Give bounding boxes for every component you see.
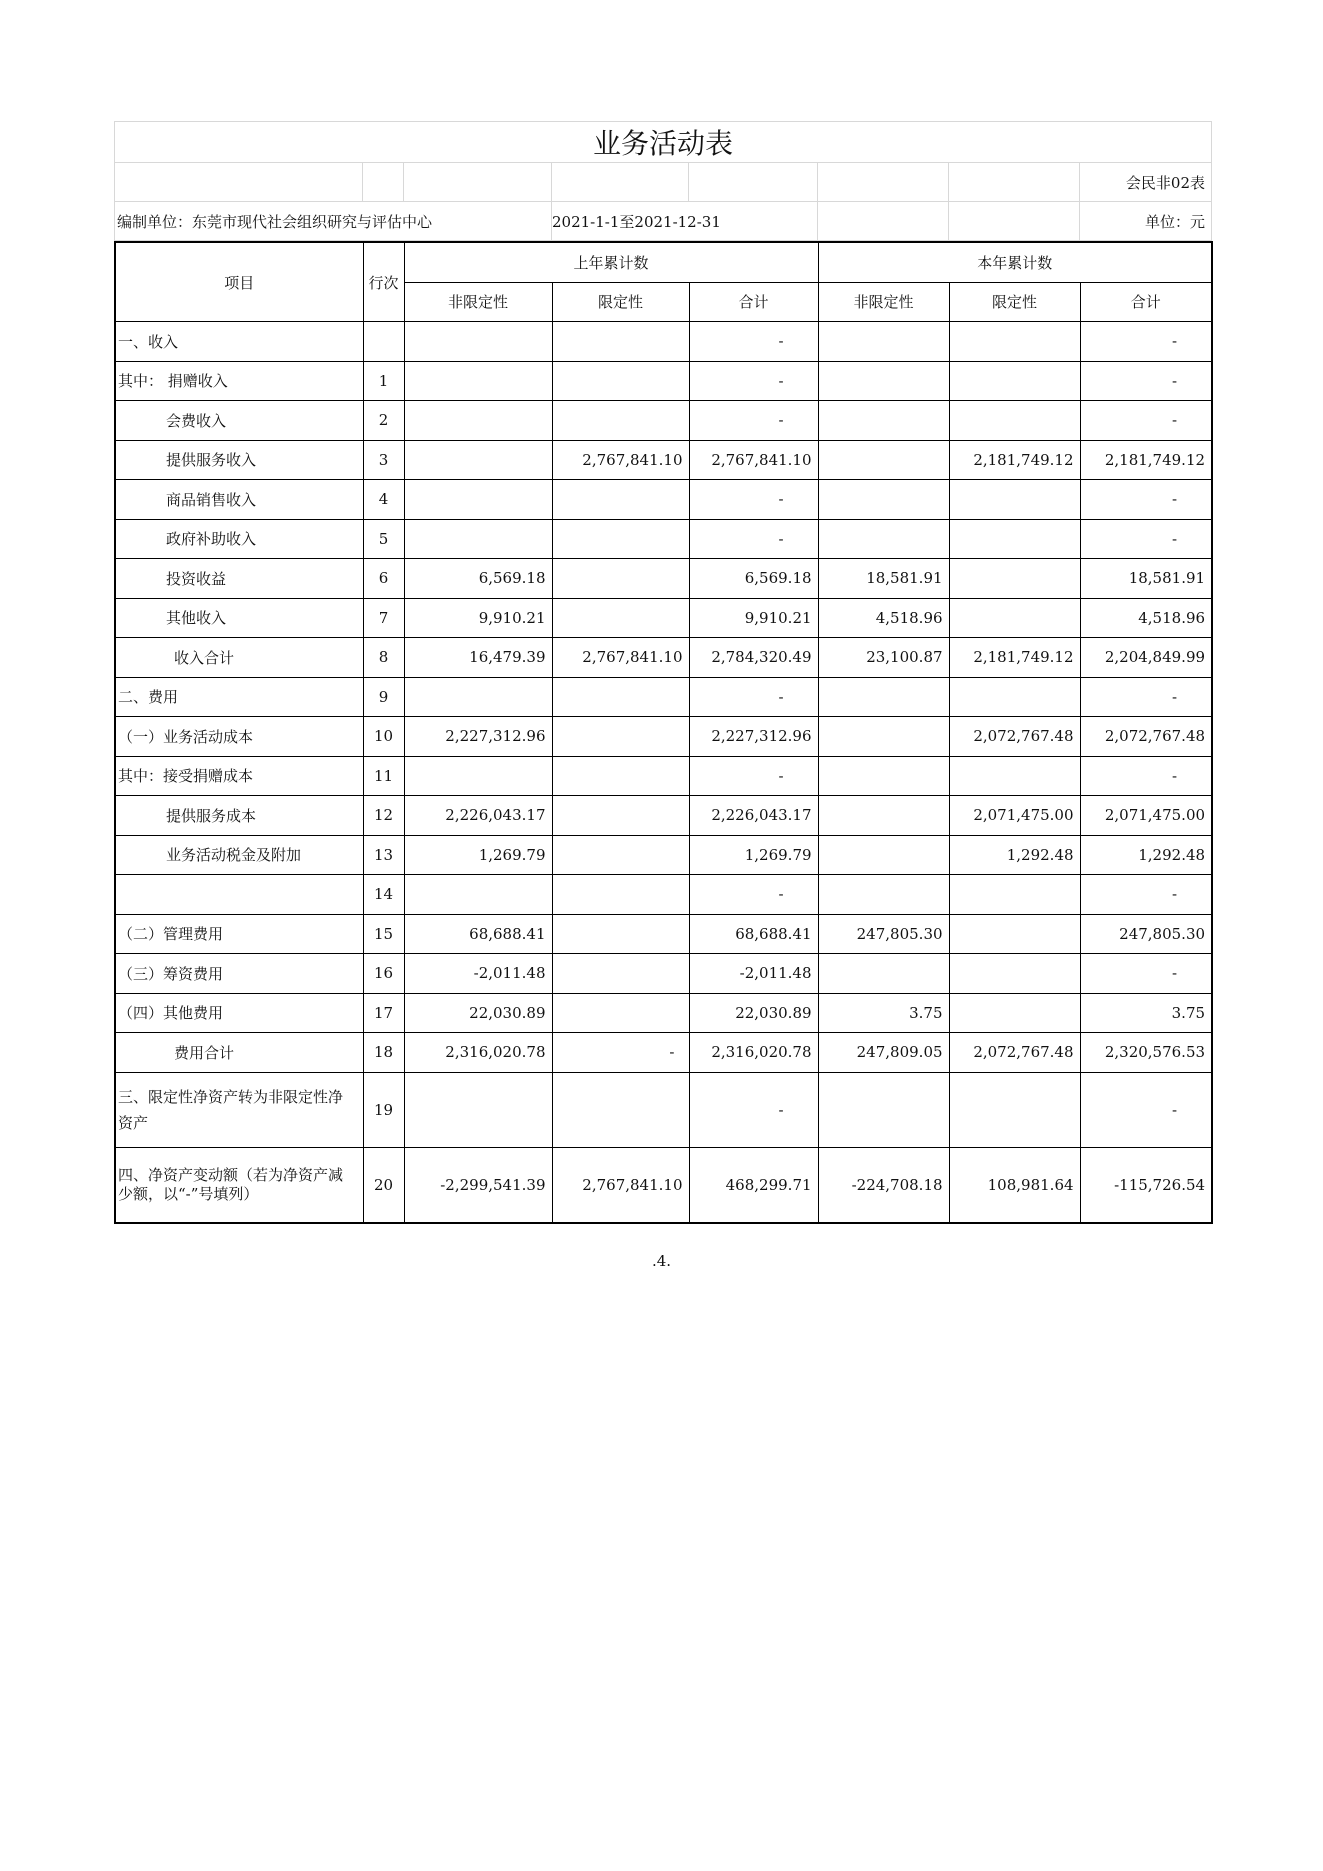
table-row (115, 519, 1212, 559)
value-cell: - (689, 1072, 818, 1147)
header-item: 项目 (115, 242, 363, 322)
value-cell: 2,316,020.78 (404, 1033, 552, 1073)
value-cell: 68,688.41 (689, 914, 818, 954)
value-cell: - (1080, 756, 1212, 796)
value-cell (552, 717, 689, 757)
report-sheet (114, 121, 1211, 1224)
row-line-number: 9 (363, 677, 404, 717)
report-title: 业务活动表 (115, 122, 1212, 163)
row-label (115, 875, 363, 915)
header-prev-total: 合计 (689, 282, 818, 322)
value-cell (552, 322, 689, 362)
row-line-number: 19 (363, 1072, 404, 1147)
value-cell: 9,910.21 (689, 598, 818, 638)
value-cell: 2,320,576.53 (1080, 1033, 1212, 1073)
row-label: （三）筹资费用 (115, 954, 363, 994)
value-cell (949, 519, 1080, 559)
value-cell: 9,910.21 (404, 598, 552, 638)
table-row (115, 875, 1212, 915)
row-line-number: 7 (363, 598, 404, 638)
value-cell (552, 559, 689, 599)
row-label: 费用合计 (115, 1033, 363, 1073)
value-cell: 2,204,849.99 (1080, 638, 1212, 678)
value-cell: 2,784,320.49 (689, 638, 818, 678)
value-cell: 6,569.18 (404, 559, 552, 599)
table-row (115, 322, 1212, 362)
value-cell (949, 559, 1080, 599)
value-cell: -2,011.48 (404, 954, 552, 994)
row-label: 政府补助收入 (115, 519, 363, 559)
value-cell: 2,181,749.12 (949, 440, 1080, 480)
value-cell: - (1080, 677, 1212, 717)
value-cell (949, 401, 1080, 441)
value-cell (949, 480, 1080, 520)
row-label: 投资收益 (115, 559, 363, 599)
value-cell (552, 914, 689, 954)
value-cell (949, 361, 1080, 401)
table-row (115, 361, 1212, 401)
value-cell: - (1080, 875, 1212, 915)
value-cell: 18,581.91 (818, 559, 949, 599)
value-cell: - (689, 677, 818, 717)
value-cell (949, 954, 1080, 994)
value-cell: 2,071,475.00 (949, 796, 1080, 836)
row-line-number: 14 (363, 875, 404, 915)
value-cell (552, 677, 689, 717)
row-line-number (363, 322, 404, 362)
value-cell (552, 361, 689, 401)
row-line-number: 10 (363, 717, 404, 757)
value-cell (818, 361, 949, 401)
row-line-number: 18 (363, 1033, 404, 1073)
header-curr-total: 合计 (1080, 282, 1212, 322)
value-cell: - (689, 756, 818, 796)
value-cell: - (689, 401, 818, 441)
value-cell: 468,299.71 (689, 1147, 818, 1223)
value-cell (818, 480, 949, 520)
table-row (115, 480, 1212, 520)
form-code: 会民非02表 (1080, 163, 1212, 202)
table-row (115, 1033, 1212, 1073)
table-row (115, 638, 1212, 678)
value-cell (949, 677, 1080, 717)
table-row (115, 598, 1212, 638)
value-cell: 247,809.05 (818, 1033, 949, 1073)
value-cell: 4,518.96 (818, 598, 949, 638)
header-curr-year: 本年累计数 (818, 242, 1212, 282)
value-cell (404, 401, 552, 441)
value-cell (818, 717, 949, 757)
value-cell: - (689, 322, 818, 362)
value-cell (818, 519, 949, 559)
row-label: （四）其他费用 (115, 993, 363, 1033)
value-cell: 2,226,043.17 (404, 796, 552, 836)
table-row (115, 717, 1212, 757)
value-cell: - (1080, 480, 1212, 520)
row-label: 三、限定性净资产转为非限定性净资产 (115, 1072, 363, 1147)
report-header-table (114, 121, 1212, 241)
value-cell (404, 361, 552, 401)
value-cell: 2,227,312.96 (689, 717, 818, 757)
value-cell: -224,708.18 (818, 1147, 949, 1223)
value-cell: - (1080, 954, 1212, 994)
header-line: 行次 (363, 242, 404, 322)
value-cell: - (1080, 401, 1212, 441)
value-cell: 1,269.79 (404, 835, 552, 875)
value-cell (818, 756, 949, 796)
row-label: 其中：接受捐赠成本 (115, 756, 363, 796)
value-cell (818, 440, 949, 480)
value-cell (552, 875, 689, 915)
row-line-number: 20 (363, 1147, 404, 1223)
value-cell (552, 480, 689, 520)
value-cell: 23,100.87 (818, 638, 949, 678)
value-cell (404, 480, 552, 520)
row-line-number: 15 (363, 914, 404, 954)
row-label: 一、收入 (115, 322, 363, 362)
value-cell (404, 1072, 552, 1147)
value-cell: - (689, 875, 818, 915)
value-cell (552, 835, 689, 875)
row-line-number: 2 (363, 401, 404, 441)
value-cell (552, 954, 689, 994)
value-cell (818, 796, 949, 836)
value-cell (818, 1072, 949, 1147)
value-cell (818, 835, 949, 875)
row-label: 四、净资产变动额（若为净资产减少额，以“-”号填列） (115, 1147, 363, 1223)
value-cell (404, 440, 552, 480)
header-curr-restricted: 限定性 (949, 282, 1080, 322)
activity-table (114, 241, 1213, 1224)
value-cell (818, 954, 949, 994)
value-cell (404, 756, 552, 796)
header-prev-restricted: 限定性 (552, 282, 689, 322)
value-cell (404, 875, 552, 915)
row-line-number: 4 (363, 480, 404, 520)
value-cell: -115,726.54 (1080, 1147, 1212, 1223)
table-row (115, 440, 1212, 480)
value-cell: 16,479.39 (404, 638, 552, 678)
table-row (115, 954, 1212, 994)
report-period: 2021-1-1至2021-12-31 (552, 202, 818, 241)
value-cell: 2,767,841.10 (552, 1147, 689, 1223)
row-label: 业务活动税金及附加 (115, 835, 363, 875)
value-cell: 2,767,841.10 (552, 440, 689, 480)
value-cell (818, 322, 949, 362)
value-cell: 2,072,767.48 (1080, 717, 1212, 757)
value-cell: 18,581.91 (1080, 559, 1212, 599)
value-cell: 1,269.79 (689, 835, 818, 875)
value-cell: 2,181,749.12 (949, 638, 1080, 678)
value-cell: 2,072,767.48 (949, 1033, 1080, 1073)
row-label: 其他收入 (115, 598, 363, 638)
table-row (115, 677, 1212, 717)
row-label: 二、费用 (115, 677, 363, 717)
table-row (115, 914, 1212, 954)
value-cell: -2,299,541.39 (404, 1147, 552, 1223)
row-label: 提供服务成本 (115, 796, 363, 836)
value-cell (552, 401, 689, 441)
row-line-number: 13 (363, 835, 404, 875)
value-cell: 2,767,841.10 (689, 440, 818, 480)
header-curr-unrestricted: 非限定性 (818, 282, 949, 322)
header-prev-year: 上年累计数 (404, 242, 818, 282)
row-line-number: 16 (363, 954, 404, 994)
value-cell (949, 756, 1080, 796)
row-label: 商品销售收入 (115, 480, 363, 520)
row-label: （二）管理费用 (115, 914, 363, 954)
value-cell (552, 993, 689, 1033)
value-cell: - (689, 361, 818, 401)
value-cell (404, 322, 552, 362)
table-row (115, 835, 1212, 875)
value-cell: 1,292.48 (1080, 835, 1212, 875)
value-cell: - (1080, 1072, 1212, 1147)
table-row (115, 993, 1212, 1033)
value-cell (404, 677, 552, 717)
value-cell: - (689, 519, 818, 559)
row-label: 其中： 捐赠收入 (115, 361, 363, 401)
value-cell: - (1080, 519, 1212, 559)
value-cell (949, 1072, 1080, 1147)
value-cell (949, 598, 1080, 638)
table-row (115, 401, 1212, 441)
value-cell (552, 1072, 689, 1147)
value-cell: 3.75 (1080, 993, 1212, 1033)
value-cell (949, 914, 1080, 954)
value-cell: 22,030.89 (689, 993, 818, 1033)
value-cell (552, 756, 689, 796)
value-cell: 2,767,841.10 (552, 638, 689, 678)
table-row (115, 796, 1212, 836)
value-cell: 22,030.89 (404, 993, 552, 1033)
row-label: 收入合计 (115, 638, 363, 678)
value-cell: 2,071,475.00 (1080, 796, 1212, 836)
value-cell: 247,805.30 (1080, 914, 1212, 954)
value-cell: 2,227,312.96 (404, 717, 552, 757)
row-label: 会费收入 (115, 401, 363, 441)
value-cell (818, 401, 949, 441)
row-label: （一）业务活动成本 (115, 717, 363, 757)
row-line-number: 1 (363, 361, 404, 401)
unit-label: 单位：元 (1080, 202, 1212, 241)
value-cell (552, 519, 689, 559)
value-cell: - (689, 480, 818, 520)
table-row (115, 1147, 1212, 1223)
value-cell: 1,292.48 (949, 835, 1080, 875)
row-line-number: 17 (363, 993, 404, 1033)
value-cell: - (1080, 322, 1212, 362)
value-cell: 6,569.18 (689, 559, 818, 599)
value-cell: 247,805.30 (818, 914, 949, 954)
value-cell: 2,181,749.12 (1080, 440, 1212, 480)
value-cell: 2,072,767.48 (949, 717, 1080, 757)
row-line-number: 8 (363, 638, 404, 678)
value-cell (552, 598, 689, 638)
page-number: .4. (651, 1252, 672, 1270)
row-line-number: 11 (363, 756, 404, 796)
value-cell: - (552, 1033, 689, 1073)
value-cell (818, 677, 949, 717)
value-cell: -2,011.48 (689, 954, 818, 994)
value-cell: 4,518.96 (1080, 598, 1212, 638)
value-cell (949, 875, 1080, 915)
table-row (115, 559, 1212, 599)
value-cell (949, 322, 1080, 362)
value-cell (552, 796, 689, 836)
value-cell (404, 519, 552, 559)
value-cell: 2,316,020.78 (689, 1033, 818, 1073)
value-cell (949, 993, 1080, 1033)
row-label: 提供服务收入 (115, 440, 363, 480)
row-line-number: 5 (363, 519, 404, 559)
value-cell: 2,226,043.17 (689, 796, 818, 836)
org-label: 编制单位：东莞市现代社会组织研究与评估中心 (115, 202, 552, 241)
row-line-number: 12 (363, 796, 404, 836)
value-cell: 68,688.41 (404, 914, 552, 954)
value-cell (818, 875, 949, 915)
header-prev-unrestricted: 非限定性 (404, 282, 552, 322)
value-cell: - (1080, 361, 1212, 401)
table-row (115, 1072, 1212, 1147)
value-cell: 108,981.64 (949, 1147, 1080, 1223)
value-cell: 3.75 (818, 993, 949, 1033)
row-line-number: 3 (363, 440, 404, 480)
row-line-number: 6 (363, 559, 404, 599)
table-row (115, 756, 1212, 796)
